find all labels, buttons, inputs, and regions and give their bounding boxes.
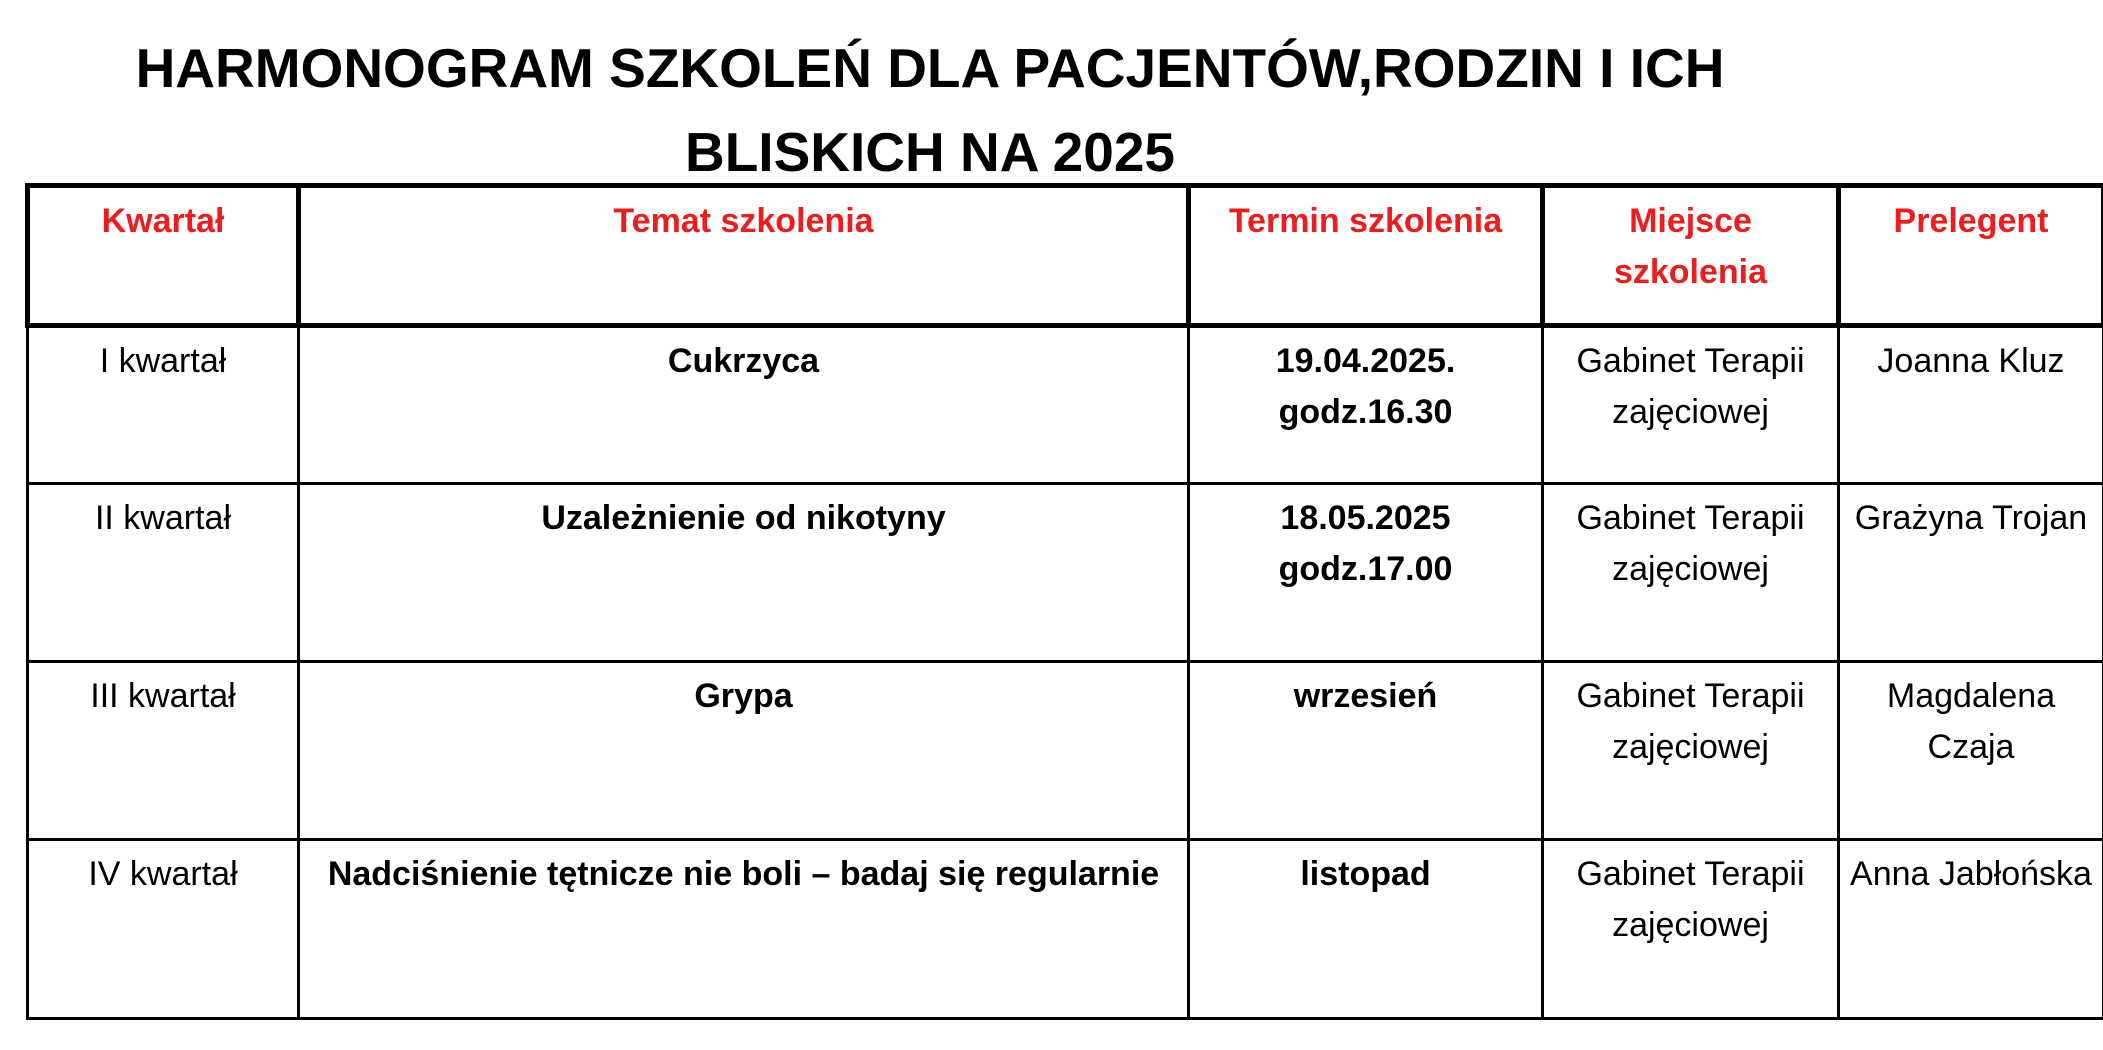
cell-date: 19.04.2025. godz.16.30 bbox=[1189, 326, 1543, 484]
cell-date: 18.05.2025 godz.17.00 bbox=[1189, 484, 1543, 662]
training-schedule-table bbox=[25, 183, 2103, 1020]
cell-place: Gabinet Terapii zajęciowej bbox=[1543, 662, 1839, 840]
cell-date: wrzesień bbox=[1189, 662, 1543, 840]
cell-topic: Nadciśnienie tętnicze nie boli – badaj się regularnie bbox=[299, 840, 1189, 1019]
column-header-place: Miejsce szkolenia bbox=[1543, 186, 1839, 326]
cell-quarter: IV kwartał bbox=[28, 840, 299, 1019]
cell-topic: Grypa bbox=[299, 662, 1189, 840]
cell-speaker: Joanna Kluz bbox=[1839, 326, 2103, 484]
cell-topic: Uzależnienie od nikotyny bbox=[299, 484, 1189, 662]
cell-topic: Cukrzyca bbox=[299, 326, 1189, 484]
table-row bbox=[28, 662, 2103, 840]
table-body bbox=[28, 326, 2103, 1019]
cell-quarter: II kwartał bbox=[28, 484, 299, 662]
column-header-speaker: Prelegent bbox=[1839, 186, 2103, 326]
table-header bbox=[28, 186, 2103, 326]
cell-date: listopad bbox=[1189, 840, 1543, 1019]
table-row bbox=[28, 484, 2103, 662]
cell-quarter: I kwartał bbox=[28, 326, 299, 484]
page-title-line-2: BLISKICH NA 2025 bbox=[684, 121, 1176, 183]
column-header-topic: Temat szkolenia bbox=[299, 186, 1189, 326]
cell-speaker: Grażyna Trojan bbox=[1839, 484, 2103, 662]
page-title bbox=[0, 26, 1860, 194]
table-row bbox=[28, 326, 2103, 484]
cell-quarter: III kwartał bbox=[28, 662, 299, 840]
column-header-quarter: Kwartał bbox=[28, 186, 299, 326]
page-title-line-1: HARMONOGRAM SZKOLEŃ DLA PACJENTÓW,RODZIN I ICH bbox=[135, 37, 1725, 99]
cell-speaker: Anna Jabłońska bbox=[1839, 840, 2103, 1019]
cell-place: Gabinet Terapii zajęciowej bbox=[1543, 840, 1839, 1019]
table-row bbox=[28, 840, 2103, 1019]
column-header-date: Termin szkolenia bbox=[1189, 186, 1543, 326]
table-header-row bbox=[28, 186, 2103, 326]
cell-speaker: Magdalena Czaja bbox=[1839, 662, 2103, 840]
cell-place: Gabinet Terapii zajęciowej bbox=[1543, 326, 1839, 484]
cell-place: Gabinet Terapii zajęciowej bbox=[1543, 484, 1839, 662]
